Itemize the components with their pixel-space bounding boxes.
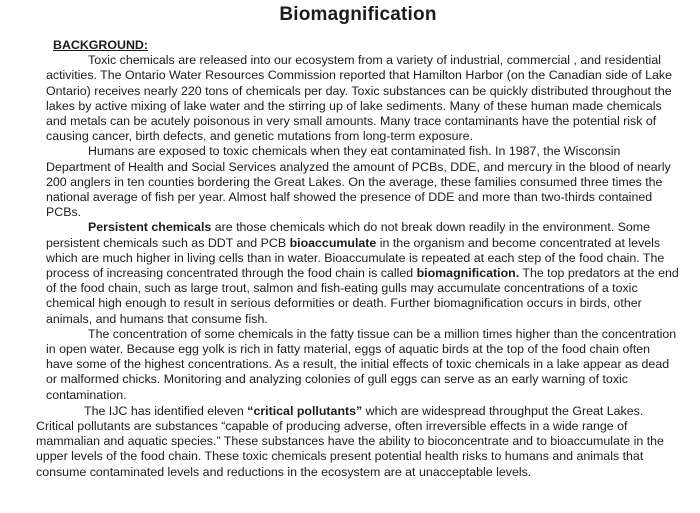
paragraph-text: in the organism and become concentrated at levels which are much higher in living cells than in water. Bioaccumulate is repeated at each step of the food chain. The process of increasing concentrated through the food chain is called: [46, 235, 665, 281]
paragraph-concentration: The concentration of some chemicals in the fatty tissue can be a million times higher than the concentration in open water. Because egg yolk is rich in fatty material, eggs of aquatic birds at the top of the food chain often have some of the highest concentrations. As a result, the initial effects of toxic chemicals in a lake appear as dead or malformed chicks. Monitoring and analyzing colonies of gull eggs can serve as an early warning of toxic contamination.: [46, 326, 677, 402]
document-body: [36, 38, 680, 480]
paragraph-persistent-chemicals: [36, 220, 680, 326]
paragraph-critical-pollutants: [36, 404, 680, 480]
page-title: Biomagnification: [279, 4, 437, 25]
paragraph-text: The IJC has identified eleven: [84, 403, 248, 418]
paragraph-text: which are widespread throughput the Great Lakes. Critical pollutants are substances “capable of producing adverse, often irreversible effects in a wide range of mammalian and aquatic species.” These substances have the ability to bioconcentrate and to bioaccumulate in the upper levels of the food chain. These toxic chemicals present potential health risks to humans and animals that consume contaminated levels and reductions in the ecosystem are at unacceptable levels.: [36, 403, 664, 479]
paragraph-exposure: Humans are exposed to toxic chemicals when they eat contaminated fish. In 1987, the Wisconsin Department of Health and Social Services analyzed the amount of PCBs, DDE, and mercury in the blood of nearly 200 anglers in ten counties bordering the Great Lakes. On the average, these families consumed three times the national average of fish per year. Almost half showed the presence of DDE and more than two-thirds contained PCBs.: [46, 144, 671, 220]
paragraph-text: The top predators at the end of the food chain, such as large trout, salmon and fish-eating gulls may accumulate concentrations of a toxic chemical high enough to result in serious deformities or death. Further biomagnification occurs in birds, other animals, and humans that consume fish.: [46, 266, 679, 326]
paragraph-background: Toxic chemicals are released into our ecosystem from a variety of industrial, commercial , and residential activities. The Ontario Water Resources Commission reported that Hamilton Harbor (on the Canadian side of Lake Ontario) receives nearly 220 tons of chemicals per day. Toxic substances can be quickly distributed throughout the lakes by active mixing of lake water and the stirring up of lake sediments. Many of these human made chemicals and metals can be acutely poisonous in very small amounts. Many trace contaminants have the potential risk of causing cancer, birth defects, and genetic mutations from long-term exposure.: [46, 53, 673, 144]
section-heading: BACKGROUND:: [53, 38, 148, 52]
term-persistent-chemicals: Persistent chemicals: [88, 220, 212, 235]
term-bioaccumulate: bioaccumulate: [289, 235, 377, 250]
term-biomagnification: biomagnification.: [416, 266, 520, 281]
paragraph-text: are those chemicals which do not break down readily in the environment. Some persistent chemicals such as DDT and PCB: [46, 220, 651, 250]
term-critical-pollutants: “critical pollutants”: [247, 403, 363, 418]
